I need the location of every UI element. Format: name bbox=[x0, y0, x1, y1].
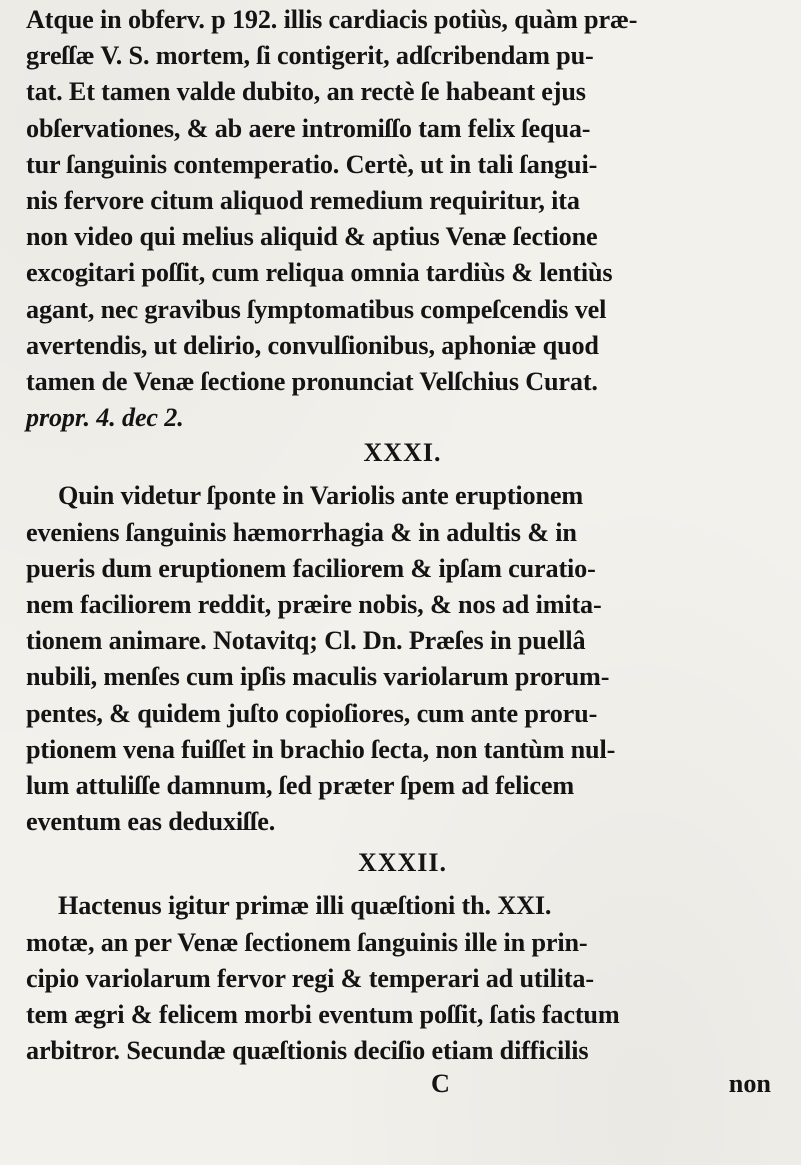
text-line: tur ſanguinis contemperatio. Certè, ut in tali ſangui- bbox=[26, 149, 598, 179]
text-line: tat. Et tamen valde dubito, an rectè ſe habeant ejus bbox=[26, 77, 586, 107]
section-number-32: XXXII. bbox=[357, 848, 448, 878]
paragraph-2 bbox=[26, 478, 779, 840]
text-line: nis fervore citum aliquod remedium requiritur, ita bbox=[26, 186, 580, 216]
citation-line: propr. 4. dec 2. bbox=[26, 403, 184, 433]
text-line: cipio variolarum fervor regi & temperari ad utilita- bbox=[26, 963, 594, 993]
text-line: Atque in obferv. p 192. illis cardiacis potiùs, quàm præ- bbox=[26, 5, 638, 34]
page-footer bbox=[26, 1069, 779, 1105]
text-line: avertendis, ut delirio, convulſionibus, aphoniæ quod bbox=[26, 330, 599, 360]
paragraph-1 bbox=[26, 2, 779, 436]
text-line: motæ, an per Venæ ſectionem ſanguinis ille in prin- bbox=[26, 927, 588, 957]
paragraph-3 bbox=[26, 888, 779, 1069]
text-line: lum attuliſſe damnum, ſed præter ſpem ad felicem bbox=[26, 771, 575, 801]
text-line: pueris dum eruptionem faciliorem & ipſam curatio- bbox=[26, 553, 596, 583]
signature-mark: C bbox=[431, 1069, 450, 1099]
text-line: tionem animare. Notavitq; Cl. Dn. Præſes in puellâ bbox=[26, 626, 586, 656]
text-line: excogitari poſſit, cum reliqua omnia tardiùs & lentiùs bbox=[26, 258, 613, 288]
text-line: non video qui melius aliquid & aptius Venæ ſectione bbox=[26, 222, 598, 252]
text-line: pentes, & quidem juſto copioſiores, cum ante proru- bbox=[26, 698, 598, 728]
text-line: arbitror. Secundæ quæſtionis deciſio etiam difficilis bbox=[26, 1036, 589, 1066]
text-line: nem faciliorem reddit, præire nobis, & nos ad imita- bbox=[26, 590, 602, 620]
text-line: agant, nec gravibus ſymptomatibus compeſcendis vel bbox=[26, 294, 607, 324]
text-line: tem ægri & felicem morbi eventum poſſit, ſatis factum bbox=[26, 1000, 620, 1030]
text-line: ptionem vena fuiſſet in brachio ſecta, non tantùm nul- bbox=[26, 734, 616, 764]
text-line: Quin videtur ſponte in Variolis ante eruptionem bbox=[58, 481, 584, 511]
catchword: non bbox=[728, 1069, 771, 1099]
text-line: eveniens ſanguinis hæmorrhagia & in adultis & in bbox=[26, 517, 577, 547]
text-line: eventum eas deduxiſſe. bbox=[26, 807, 276, 837]
text-line: Hactenus igitur primæ illi quæſtioni th. XXI. bbox=[58, 891, 552, 921]
section-number-31: XXXI. bbox=[363, 438, 442, 468]
text-line: nubili, menſes cum ipſis maculis variolarum prorum- bbox=[26, 662, 610, 692]
text-line: tamen de Venæ ſectione pronunciat Velſchius Curat. bbox=[26, 367, 598, 397]
text-line: greſſæ V. S. mortem, ſi contigerit, adſcribendam pu- bbox=[26, 41, 594, 71]
text-line: obſervationes, & ab aere intromiſſo tam felix ſequa- bbox=[26, 113, 591, 143]
